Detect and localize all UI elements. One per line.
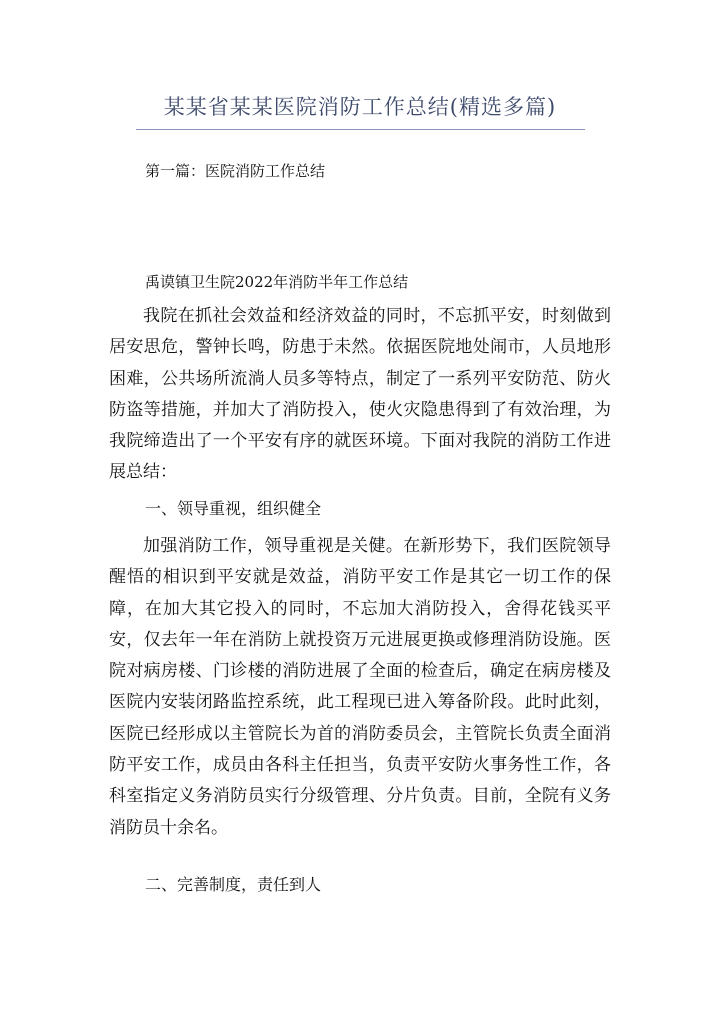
report-subtitle: 禹谟镇卫生院2022年消防半年工作总结 — [145, 273, 409, 291]
paragraph-leadership: 加强消防工作，领导重视是关健。在新形势下，我们医院领导醒悟的相识到平安就是效益，消防平安工作是其它一切工作的保障，在加大其它投入的同时，不忘加大消防投入，舍得花钱买平安，仅去年一年在消防上就投资万元进展更换或修理消防设施。医院对病房楼、门诊楼的消防进展了全面的检查后，确定在病房楼及医院内安装闭路监控系统，此工程现已进入筹备阶段。此时此刻，医院已经形成以主管院长为首的消防委员会，主管院长负责全面消防平安工作，成员由各科主任担当，负责平安防火事务性工作，各科室指定义务消防员实行分级管理、分片负责。目前，全院有义务消防员十余名。 — [109, 536, 611, 838]
section-heading-1: 一、领导重视，组织健全 — [145, 499, 322, 518]
chapter-heading: 第一篇：医院消防工作总结 — [145, 162, 326, 180]
title-underline — [136, 129, 585, 130]
document-title: 某某省某某医院消防工作总结(精选多篇) — [163, 95, 557, 119]
paragraph-intro: 我院在抓社会效益和经济效益的同时，不忘抓平安，时刻做到居安思危，警钟长鸣，防患于未然。依据医院地处闹市，人员地形困难，公共场所流淌人员多等特点，制定了一系列平安防范、防火防盗等措施，并加大了消防投入，使火灾隐患得到了有效治理，为我院缔造出了一个平安有序的就医环境。下面对我院的消防工作进展总结： — [109, 306, 611, 483]
section-heading-2: 二、完善制度，责任到人 — [145, 875, 322, 894]
